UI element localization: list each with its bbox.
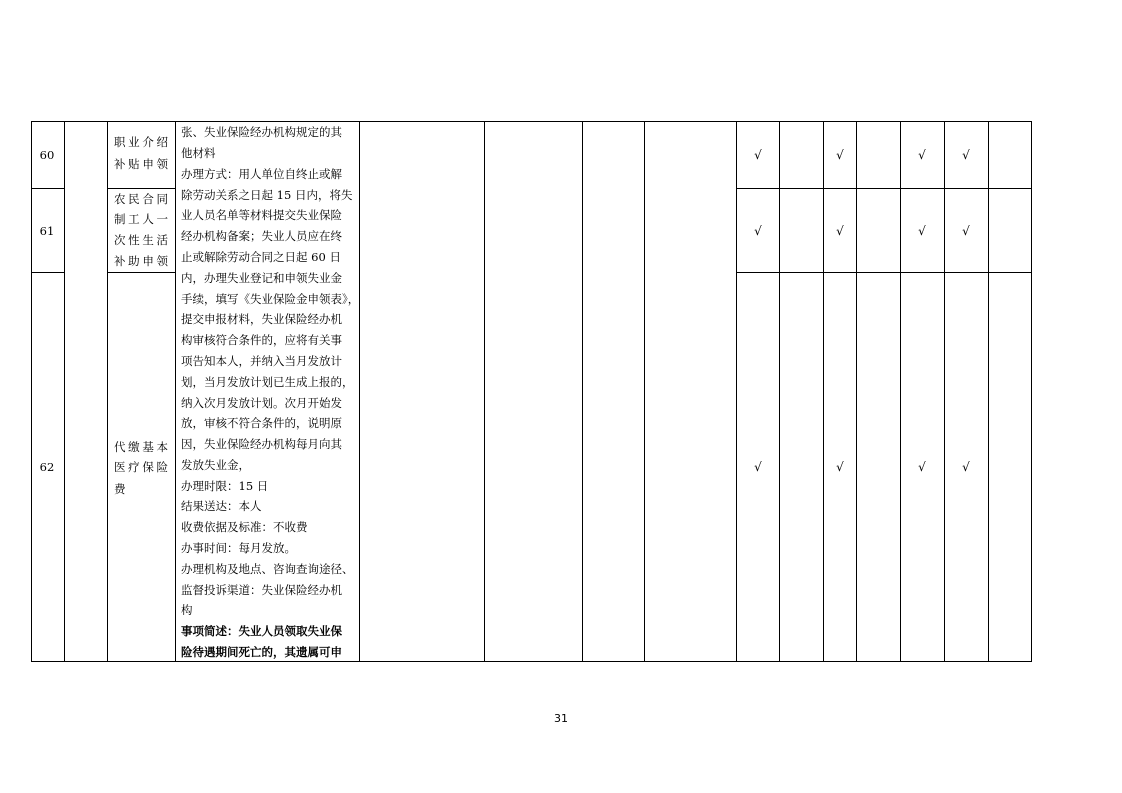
table-row (40, 192, 970, 268)
item-name-line: 次性生活 (114, 233, 168, 247)
check-mark: √ (836, 148, 844, 162)
description-line: 办理机构及地点、咨询查询途径、 (181, 562, 354, 576)
check-mark: √ (754, 148, 762, 162)
row-number: 60 (39, 148, 55, 162)
check-mark: √ (962, 148, 970, 162)
description-line: 张、失业保险经办机构规定的其 (181, 125, 342, 139)
description-line: 办理方式：用人单位自终止或解 (181, 167, 342, 181)
row-number: 62 (39, 460, 55, 474)
table-grid (31, 121, 1032, 662)
description-line: 办理时限：15 日 (181, 479, 269, 493)
table-row (40, 440, 970, 496)
item-name-line: 医疗保险 (114, 460, 168, 474)
item-description (181, 125, 359, 659)
description-line: 他材料 (181, 146, 216, 160)
description-line: 结果送达：本人 (181, 499, 262, 513)
item-name-line: 农民合同 (114, 192, 168, 206)
check-mark: √ (836, 224, 844, 238)
item-name-line: 补助申领 (114, 254, 168, 268)
description-line: 构 (181, 603, 193, 617)
page-number: 31 (554, 712, 568, 725)
description-line: 止或解除劳动合同之日起 60 日 (181, 250, 341, 264)
check-mark: √ (754, 460, 762, 474)
description-bold-line: 事项简述：失业人员领取失业保 (181, 624, 342, 638)
row-number: 61 (39, 224, 55, 238)
description-line: 划，当月发放计划已生成上报的， (181, 375, 354, 389)
description-line: 手续，填写《失业保险金申领表》， (181, 292, 360, 306)
description-line: 除劳动关系之日起 15 日内，将失 (181, 188, 353, 202)
description-line: 放，审核不符合条件的，说明原 (181, 416, 342, 430)
description-line: 业人员名单等材料提交失业保险 (181, 208, 342, 222)
check-mark: √ (918, 148, 926, 162)
description-line: 因，失业保险经办机构每月向其 (181, 437, 342, 451)
check-mark: √ (918, 460, 926, 474)
description-line: 项告知本人，并纳入当月发放计 (181, 354, 342, 368)
check-mark: √ (836, 460, 844, 474)
check-mark: √ (962, 460, 970, 474)
description-line: 提交申报材料，失业保险经办机 (181, 312, 342, 326)
description-line: 监督投诉渠道：失业保险经办机 (181, 583, 342, 597)
item-name-line: 补贴申领 (114, 157, 168, 171)
check-mark: √ (754, 224, 762, 238)
description-line: 构审核符合条件的，应将有关事 (181, 333, 342, 347)
table-row (40, 135, 970, 171)
check-mark: √ (962, 224, 970, 238)
item-name-line: 制工人一 (114, 212, 168, 226)
description-line: 收费依据及标准：不收费 (181, 520, 308, 534)
item-name-line: 代缴基本 (114, 440, 168, 454)
check-mark: √ (918, 224, 926, 238)
description-line: 经办机构备案；失业人员应在终 (181, 229, 342, 243)
description-bold-line: 险待遇期间死亡的，其遗属可申 (181, 645, 342, 659)
description-line: 发放失业金， (181, 458, 250, 472)
item-name-line: 费 (114, 482, 126, 496)
description-line: 办事时间：每月发放。 (181, 541, 296, 555)
description-line: 内，办理失业登记和申领失业金 (181, 271, 342, 285)
item-name-line: 职业介绍 (114, 135, 168, 149)
description-line: 纳入次月发放计划。次月开始发 (181, 396, 342, 410)
